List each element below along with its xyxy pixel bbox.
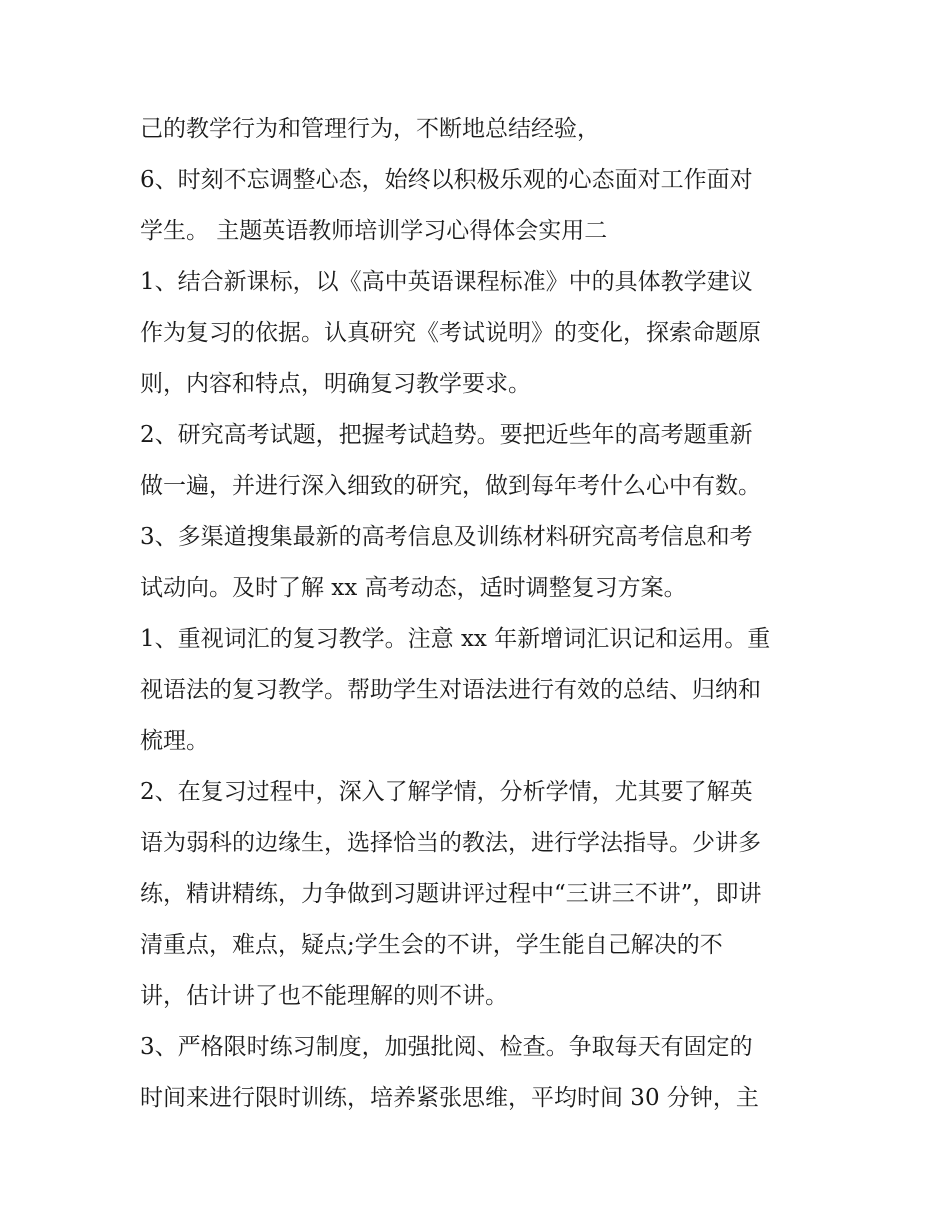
text-line-3: 学生。 主题英语教师培训学习心得体会实用二 [140, 218, 608, 244]
text-line-5: 作为复习的依据。认真研究《考试说明》的变化，探索命题原 [140, 320, 761, 346]
document-body [140, 104, 840, 1124]
text-line-20: 时间来进行限时训练，培养紧张思维，平均时间 30 分钟，主 [140, 1085, 759, 1111]
text-line-11: 1、重视词汇的复习教学。注意 xx 年新增词汇识记和运用。重 [140, 626, 771, 652]
text-line-10: 试动向。及时了解 xx 高考动态，适时调整复习方案。 [140, 575, 687, 601]
text-line-8: 做一遍，并进行深入细致的研究，做到每年考什么心中有数。 [140, 473, 761, 499]
text-line-4: 1、结合新课标，以《高中英语课程标准》中的具体教学建议 [140, 269, 753, 295]
text-line-2: 6、时刻不忘调整心态，始终以积极乐观的心态面对工作面对 [140, 167, 753, 193]
text-line-15: 语为弱科的边缘生，选择恰当的教法，进行学法指导。少讲多 [140, 830, 761, 856]
text-line-9: 3、多渠道搜集最新的高考信息及训练材料研究高考信息和考 [140, 524, 753, 550]
text-line-12: 视语法的复习教学。帮助学生对语法进行有效的总结、归纳和 [140, 677, 761, 703]
text-line-7: 2、研究高考试题，把握考试趋势。要把近些年的高考题重新 [140, 422, 753, 448]
text-line-6: 则，内容和特点，明确复习教学要求。 [140, 371, 531, 397]
text-line-17: 清重点，难点，疑点;学生会的不讲，学生能自己解决的不 [140, 932, 723, 958]
text-line-16: 练，精讲精练，力争做到习题讲评过程中“三讲三不讲”，即讲 [140, 881, 762, 907]
text-line-18: 讲，估计讲了也不能理解的则不讲。 [140, 983, 508, 1009]
text-line-19: 3、严格限时练习制度，加强批阅、检查。争取每天有固定的 [140, 1034, 753, 1060]
text-line-1: 己的教学行为和管理行为，不断地总结经验， [140, 116, 600, 142]
text-line-13: 梳理。 [140, 728, 209, 754]
text-line-14: 2、在复习过程中，深入了解学情，分析学情，尤其要了解英 [140, 779, 753, 805]
